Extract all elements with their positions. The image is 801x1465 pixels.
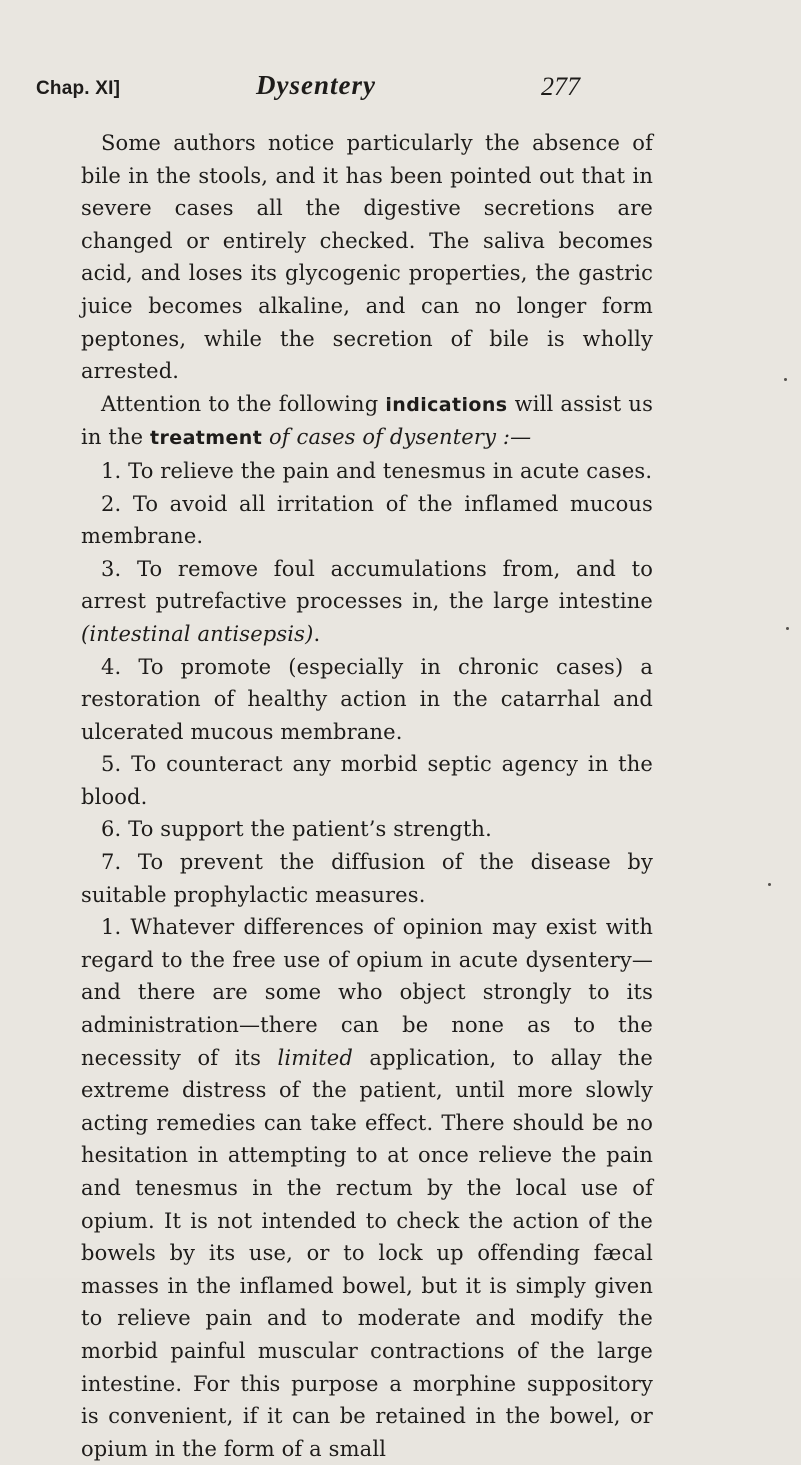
paragraph-indications <box>81 388 653 455</box>
list-item-3-text: 3. To remove foul accumulations from, and to arrest putrefactive processes in, the large intestine <box>81 556 653 614</box>
list-item-4: 4. To promote (especially in chronic cases) a restoration of healthy action in the catarrhal and ulcerated mucous membrane. <box>81 654 653 744</box>
list-item-5: 5. To counteract any morbid septic agency in the blood. <box>81 752 653 809</box>
indications-space <box>262 425 269 449</box>
list-item-7: 7. To prevent the diffusion of the disease by suitable prophylactic measures. <box>81 850 653 907</box>
running-title: Dysentery <box>256 70 376 100</box>
chapter-label: Chap. XI] <box>36 78 121 99</box>
body-text <box>81 127 653 1465</box>
indications-text-a: Attention to the following <box>101 391 386 416</box>
limited-term: limited <box>277 1045 353 1070</box>
paper-speck <box>786 627 789 630</box>
paper-speck <box>784 378 787 381</box>
opium-text-a: 1. Whatever differences of opinion may exist with regard to the free use of opium in acute dysentery— and there are some who object strongly to its administration—there can be none as to the necessity of its <box>81 915 653 1070</box>
list-item-2: 2. To avoid all irritation of the inflamed mucous membrane. <box>81 491 653 549</box>
list-item-1: 1. To relieve the pain and tenesmus in acute cases. <box>101 458 653 483</box>
treatment-term: treatment <box>150 427 263 450</box>
list-item-3 <box>81 553 653 651</box>
cases-of-dysentery: of cases of dysentery :— <box>269 425 532 450</box>
paragraph-opium <box>81 911 653 1465</box>
paragraph-bile: Some authors notice particularly the absence of bile in the stools, and it has been pointed out that in severe cases all the digestive secretions are changed or entirely checked. The saliva becomes acid, and loses its glycogenic properties, the gastric juice becomes alkaline, and can no longer form peptones, while the secretion of bile is wholly arrested. <box>81 131 653 384</box>
intestinal-antisepsis: (intestinal antisepsis) <box>81 621 314 646</box>
indications-term: indications <box>385 393 508 416</box>
indications-text-c: will assist us in the <box>81 391 653 450</box>
list-item-3-end: . <box>313 621 321 646</box>
page-number: 277 <box>541 72 580 101</box>
page-header <box>36 64 641 104</box>
list-item-6: 6. To support the patient’s strength. <box>101 817 492 842</box>
opium-text-c: application, to allay the extreme distress of the patient, until more slowly acting remedies can take effect. There should be no hesitation in attempting to at once relieve the pain and tenesmus in the rectum by the local use of opium. It is not intended to check the action of the bowels by its use, or to lock up offending fæcal masses in the inflamed bowel, but it is simply given to relieve pain and to moderate and modify the morbid painful muscular contractions of the large intestine. For this purpose a morphine suppository is convenient, if it can be retained in the bowel, or opium in the form of a small <box>81 1045 654 1461</box>
paper-speck <box>768 883 771 886</box>
